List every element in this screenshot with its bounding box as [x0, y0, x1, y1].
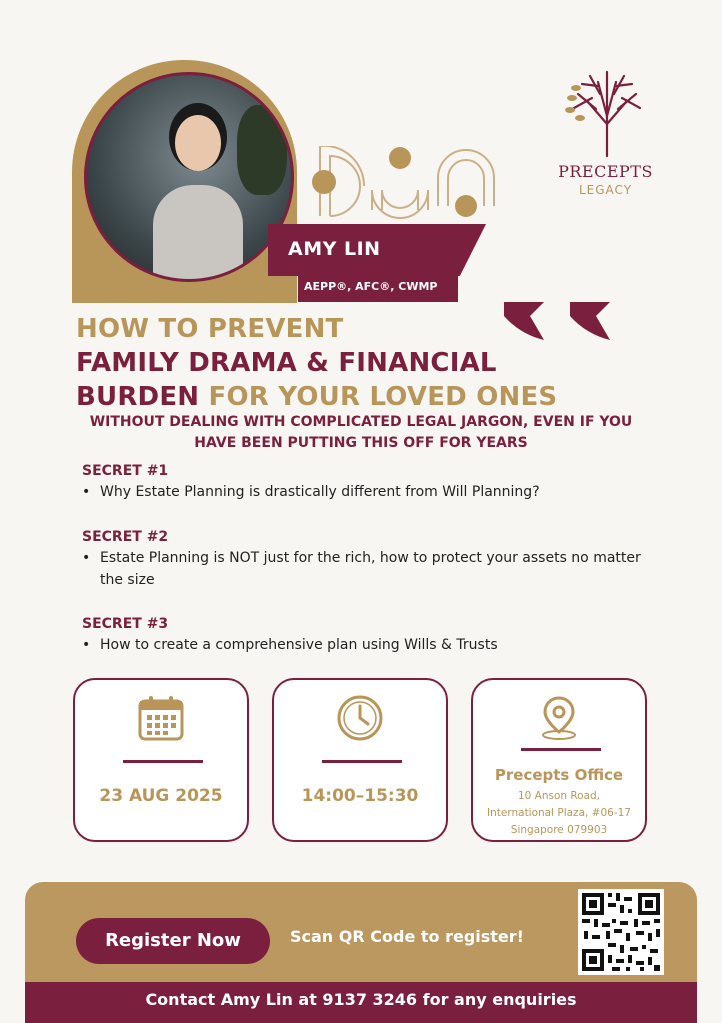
contact-text: Contact Amy Lin at 9137 3246 for any enquiries	[145, 990, 577, 1009]
headline-line3	[76, 380, 557, 414]
decorative-arches	[300, 146, 500, 222]
secret-bullet-text: Why Estate Planning is drastically different from Will Planning?	[100, 484, 540, 500]
subheadline: WITHOUT DEALING WITH COMPLICATED LEGAL JARGON, EVEN IF YOU HAVE BEEN PUTTING THIS OFF FOR YEARS	[89, 414, 633, 451]
tree-logo-icon	[560, 64, 655, 159]
photo-head	[175, 115, 221, 171]
secret-title: SECRET #1	[82, 463, 169, 479]
secret-bullet: • Why Estate Planning is drastically different from Will Planning?	[82, 484, 540, 500]
brand-name: PRECEPTS	[558, 162, 653, 181]
address-line: 10 Anson Road,	[517, 790, 601, 802]
headline-line1: HOW TO PREVENT	[76, 314, 344, 344]
secret-bullet-text: Estate Planning is NOT just for the rich, how to protect your assets no matter the size	[100, 550, 641, 588]
qr-code-icon[interactable]	[578, 889, 664, 975]
card-divider	[123, 760, 203, 763]
secret-bullet-text: How to create a comprehensive plan using Wills & Trusts	[100, 637, 498, 653]
calendar-icon	[137, 694, 185, 742]
secret-3	[82, 616, 498, 656]
location-card	[471, 678, 647, 842]
headline-line2: FAMILY DRAMA & FINANCIAL	[76, 348, 497, 378]
headline-line3-a: BURDEN	[76, 382, 200, 412]
time-card	[272, 678, 448, 842]
event-date: 23 AUG 2025	[99, 786, 223, 806]
photo-plant	[237, 105, 287, 195]
location-title: Precepts Office	[494, 766, 624, 784]
clock-icon	[336, 694, 384, 742]
event-time: 14:00–15:30	[301, 786, 419, 806]
secret-bullet: • How to create a comprehensive plan using Wills & Trusts	[82, 637, 498, 653]
headline-line3-b: FOR YOUR LOVED ONES	[199, 382, 558, 412]
card-divider	[521, 748, 601, 751]
date-card	[73, 678, 249, 842]
card-divider	[322, 760, 402, 763]
speaker-name: AMY LIN	[288, 238, 381, 260]
secret-title: SECRET #3	[82, 616, 169, 632]
secret-1	[82, 463, 540, 503]
speaker-credentials: AEPP®, AFC®, CWMP	[304, 280, 438, 293]
register-now-button[interactable]: Register Now	[76, 918, 270, 964]
secret-title: SECRET #2	[82, 529, 169, 545]
location-address	[473, 788, 645, 839]
secret-2	[82, 529, 652, 591]
speaker-photo	[84, 72, 294, 282]
photo-blazer	[153, 185, 243, 282]
brand-subname: LEGACY	[578, 183, 633, 197]
headline	[76, 312, 557, 414]
map-pin-icon	[535, 694, 583, 742]
address-line: International Plaza, #06-17	[487, 807, 631, 819]
secret-bullet: • Estate Planning is NOT just for the rich, how to protect your assets no matter the size	[82, 547, 652, 591]
scan-qr-text: Scan QR Code to register!	[290, 927, 524, 946]
address-line: Singapore 079903	[510, 824, 608, 836]
